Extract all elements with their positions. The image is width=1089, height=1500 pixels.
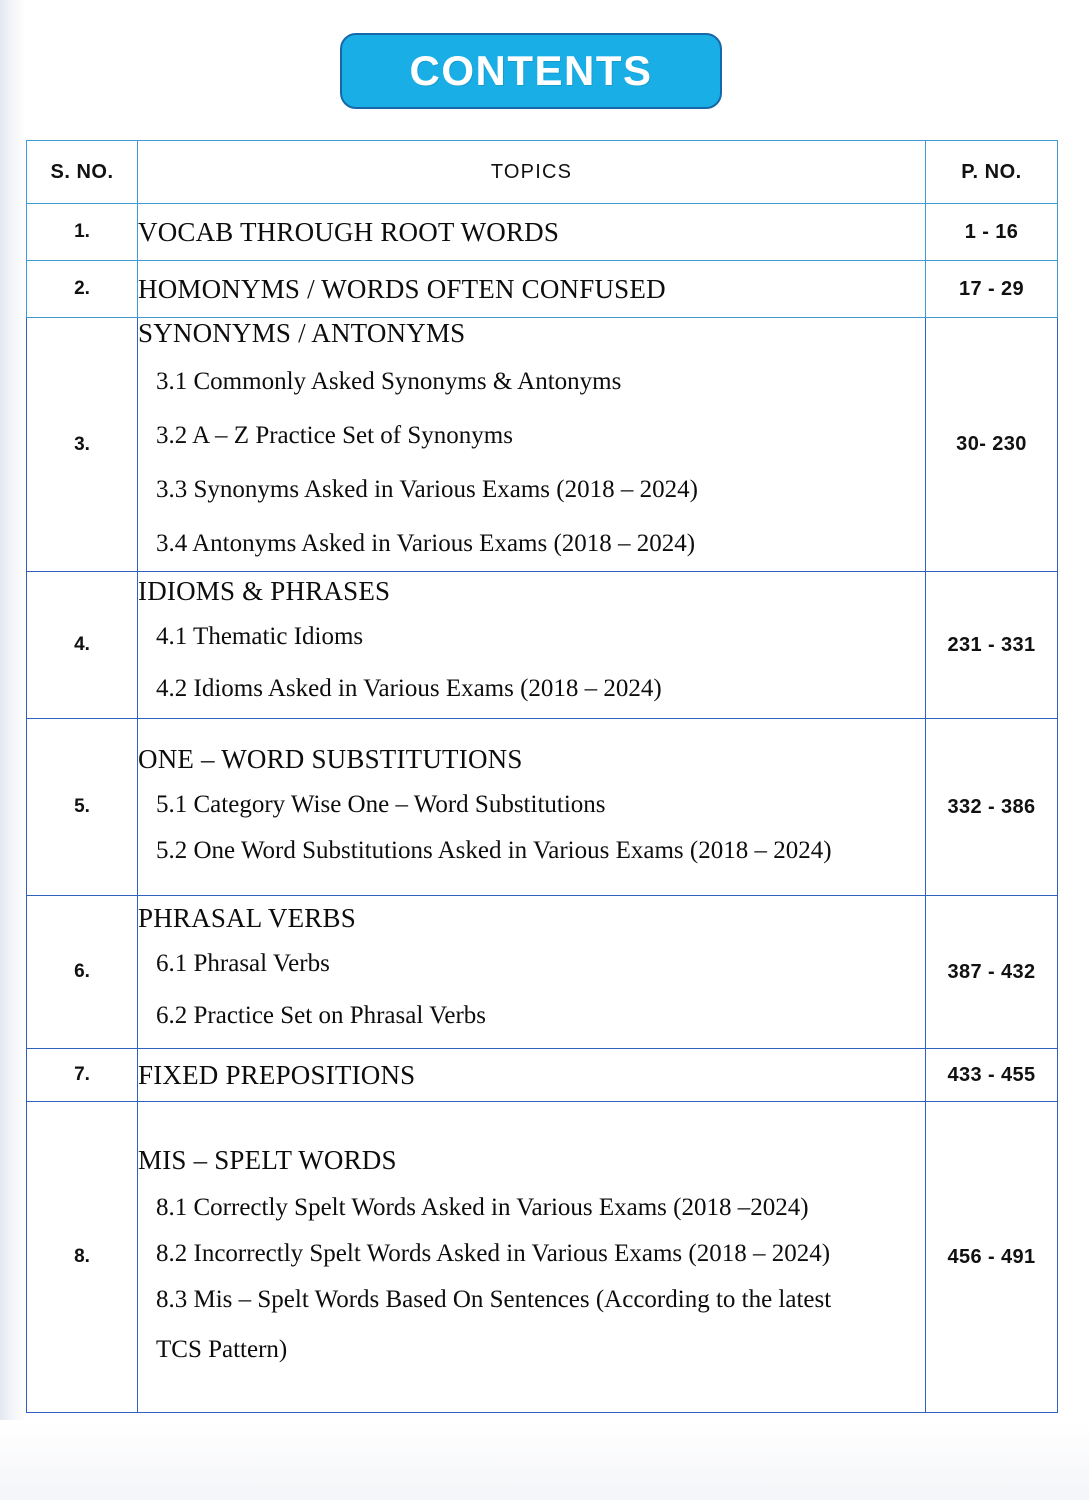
table-header-row <box>27 141 1058 204</box>
row-serial-number: 5. <box>27 719 138 896</box>
table-row <box>27 719 1058 896</box>
row-page-number: 433 - 455 <box>926 1049 1058 1102</box>
table-row <box>27 261 1058 318</box>
row-topics <box>138 318 926 572</box>
row-topics <box>138 1049 926 1102</box>
row-topics <box>138 1102 926 1413</box>
table-row <box>27 318 1058 572</box>
row-serial-number: 4. <box>27 572 138 719</box>
table-row <box>27 572 1058 719</box>
table-of-contents <box>26 140 1058 1413</box>
topic-title: ONE – WORD SUBSTITUTIONS <box>138 743 523 774</box>
row-serial-number: 2. <box>27 261 138 318</box>
row-serial-number: 8. <box>27 1102 138 1413</box>
row-page-number: 387 - 432 <box>926 896 1058 1049</box>
page-edge-shading-bottom <box>0 1420 1089 1500</box>
topic-subitem-list <box>138 779 925 871</box>
table-row <box>27 1102 1058 1413</box>
topic-subitem: 8.3 Mis – Spelt Words Based On Sentences (According to the latest <box>156 1285 832 1313</box>
page-edge-shading-left <box>0 0 26 1500</box>
contents-banner-box <box>340 33 722 109</box>
row-topics <box>138 896 926 1049</box>
topic-subitem: 4.1 Thematic Idioms <box>156 622 364 650</box>
topic-subitem: 6.2 Practice Set on Phrasal Verbs <box>156 1001 487 1029</box>
topic-title: SYNONYMS / ANTONYMS <box>138 318 466 348</box>
topic-subitem: 8.2 Incorrectly Spelt Words Asked in Various Exams (2018 – 2024) <box>156 1239 831 1267</box>
topic-title: HOMONYMS / WORDS OFTEN CONFUSED <box>138 273 666 304</box>
row-page-number: 332 - 386 <box>926 719 1058 896</box>
topic-subitem: 3.3 Synonyms Asked in Various Exams (2018 – 2024) <box>156 476 698 503</box>
topic-subitem: 4.2 Idioms Asked in Various Exams (2018 – 2024) <box>156 674 662 702</box>
page-title: CONTENTS <box>409 47 653 94</box>
column-header-topics: TOPICS <box>138 141 926 204</box>
topic-subitem-list <box>138 611 925 715</box>
row-serial-number: 1. <box>27 204 138 261</box>
table-row <box>27 896 1058 1049</box>
topic-title: PHRASAL VERBS <box>138 902 356 933</box>
row-topics <box>138 719 926 896</box>
row-topics <box>138 572 926 719</box>
topic-subitem-list <box>138 1182 925 1370</box>
topic-subitem: 3.4 Antonyms Asked in Various Exams (2018 – 2024) <box>156 530 696 557</box>
topic-title: FIXED PREPOSITIONS <box>138 1059 416 1090</box>
row-topics <box>138 204 926 261</box>
table-row <box>27 204 1058 261</box>
topic-title: MIS – SPELT WORDS <box>138 1144 397 1175</box>
row-page-number: 231 - 331 <box>926 572 1058 719</box>
topic-subitem: 5.1 Category Wise One – Word Substitutions <box>156 790 606 818</box>
topic-subitem-list <box>138 938 925 1042</box>
row-page-number: 1 - 16 <box>926 204 1058 261</box>
topic-subitem: 3.1 Commonly Asked Synonyms & Antonyms <box>156 368 622 395</box>
row-page-number: 30- 230 <box>926 318 1058 572</box>
table-row <box>27 1049 1058 1102</box>
topic-subitem: 8.1 Correctly Spelt Words Asked in Various Exams (2018 –2024) <box>156 1193 809 1221</box>
topic-subitem: 3.2 A – Z Practice Set of Synonyms <box>156 422 513 449</box>
topic-subitem: TCS Pattern) <box>156 1335 288 1363</box>
contents-banner <box>340 33 722 109</box>
row-topics <box>138 261 926 318</box>
column-header-serial-number: S. NO. <box>27 141 138 204</box>
topic-subitem-list <box>138 355 925 571</box>
topic-subitem: 6.1 Phrasal Verbs <box>156 949 330 977</box>
row-serial-number: 6. <box>27 896 138 1049</box>
topic-title: IDIOMS & PHRASES <box>138 575 391 606</box>
row-serial-number: 7. <box>27 1049 138 1102</box>
row-page-number: 17 - 29 <box>926 261 1058 318</box>
column-header-page-number: P. NO. <box>926 141 1058 204</box>
topic-subitem: 5.2 One Word Substitutions Asked in Various Exams (2018 – 2024) <box>156 836 832 864</box>
row-serial-number: 3. <box>27 318 138 572</box>
row-page-number: 456 - 491 <box>926 1102 1058 1413</box>
topic-title: VOCAB THROUGH ROOT WORDS <box>138 216 560 247</box>
